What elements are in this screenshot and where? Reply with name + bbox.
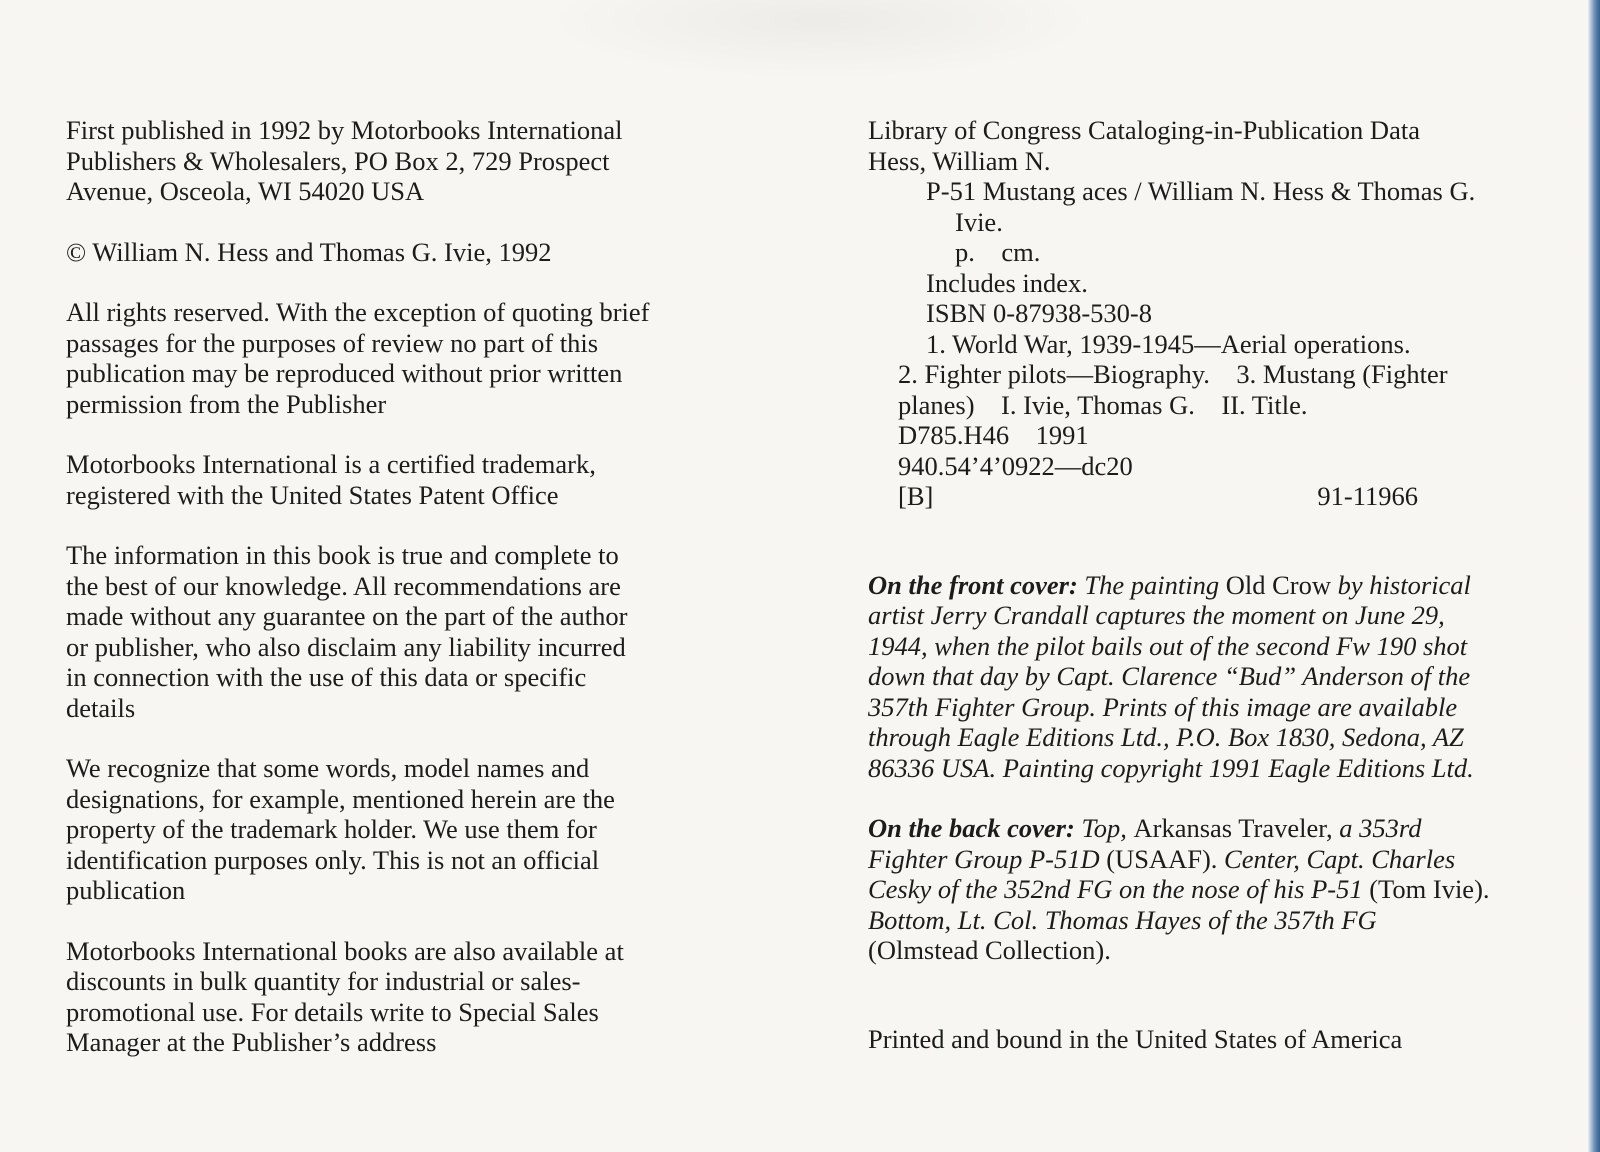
italic-run: 357th Fighter Group. Prints of this image are available: [868, 691, 1458, 722]
bulk-sales: [66, 936, 786, 1058]
disclaimer-line: or publisher, who also disclaim any liability incurred: [66, 631, 626, 662]
cip-code: [B]: [898, 481, 934, 511]
caption-line: [868, 905, 1568, 936]
back-cover-caption: [868, 813, 1568, 966]
rights-line: All rights reserved. With the exception of quoting brief: [66, 297, 650, 327]
back-cover-label: On the back cover:: [868, 813, 1075, 843]
cip-author: Hess, William N.: [868, 145, 1051, 176]
disclaimer-line: the best of our knowledge. All recommendations are: [66, 570, 621, 601]
bulk-sales-line: Motorbooks International books are also available at: [66, 935, 624, 966]
publisher-line: Publishers & Wholesalers, PO Box 2, 729 Prospect: [66, 145, 610, 176]
caption-line: [868, 874, 1568, 905]
caption-line: [868, 600, 1568, 631]
cip-title-continued: Ivie.: [955, 206, 1003, 237]
trademark-notice-line: publication: [66, 875, 186, 905]
cip-includes: Includes index.: [926, 267, 1088, 298]
printed-notice: [868, 1024, 1568, 1055]
printed-line: Printed and bound in the United States of America: [868, 1023, 1403, 1054]
trademark-notice-line: identification purposes only. This is not an official: [66, 844, 600, 875]
italic-run: Fighter Group P-51D: [868, 843, 1107, 874]
italic-run: Top,: [1074, 813, 1134, 843]
trademark-line: Motorbooks International is a certified trademark,: [66, 449, 596, 479]
roman-run: Old Crow: [1225, 569, 1332, 600]
cip-heading: Library of Congress Cataloging-in-Publication Data: [868, 115, 1420, 145]
italic-run: artist Jerry Crandall captures the moment on June 29,: [868, 600, 1445, 630]
publisher-info: [66, 115, 786, 207]
disclaimer-line: The information in this book is true and complete to: [66, 540, 619, 570]
trademark-notice-line: We recognize that some words, model names and: [66, 753, 590, 783]
trademark-notice: [66, 753, 786, 906]
caption-line: [868, 813, 1568, 844]
front-cover-label: On the front cover:: [868, 569, 1078, 600]
bulk-sales-line: discounts in bulk quantity for industrial or sales-: [66, 966, 581, 996]
copyright-notice: [66, 237, 786, 268]
caption-line: [868, 753, 1568, 784]
caption-line: [868, 844, 1568, 875]
italic-run: Center, Capt. Charles: [1217, 843, 1456, 874]
bulk-sales-line: Manager at the Publisher’s address: [66, 1027, 437, 1057]
publisher-line: Avenue, Osceola, WI 54020 USA: [66, 176, 425, 206]
cip-subject-2: 2. Fighter pilots—Biography. 3. Mustang (Fighter: [898, 359, 1448, 389]
publisher-line: First published in 1992 by Motorbooks International: [66, 115, 623, 145]
left-column: [66, 115, 786, 1058]
cip-lccn: 91-11966: [1317, 481, 1418, 511]
caption-line: [868, 570, 1568, 601]
disclaimer: [66, 540, 786, 723]
rights-line: permission from the Publisher: [66, 388, 387, 419]
disclaimer-line: made without any guarantee on the part of the author: [66, 601, 628, 631]
page-edge: [1588, 0, 1600, 1152]
rights-reserved: [66, 297, 786, 419]
italic-run: The painting: [1077, 569, 1226, 600]
disclaimer-line: in connection with the use of this data or specific: [66, 662, 587, 692]
italic-run: a 353rd: [1332, 813, 1422, 843]
italic-run: through Eagle Editions Ltd., P.O. Box 1830, Sedona, AZ: [868, 722, 1464, 752]
roman-run: (USAAF).: [1106, 843, 1218, 874]
right-column: [868, 115, 1568, 1054]
caption-line: [868, 661, 1568, 692]
italic-run: 86336 USA. Painting copyright 1991 Eagle Editions Ltd.: [868, 752, 1474, 783]
caption-line: [868, 722, 1568, 753]
cip-data: [868, 115, 1568, 512]
trademark-registration: [66, 449, 786, 510]
front-cover-caption: [868, 570, 1568, 784]
bleed-through-shadow: [540, 0, 1100, 80]
caption-run: [1078, 570, 1471, 600]
cip-subject-1: 1. World War, 1939-1945—Aerial operations.: [926, 328, 1411, 359]
italic-run: Cesky of the 352nd FG on the nose of his P-51: [868, 874, 1370, 904]
caption-run: [1075, 813, 1422, 843]
bulk-sales-line: promotional use. For details write to Special Sales: [66, 996, 599, 1027]
cip-dewey: 940.54’4’0922—dc20: [898, 450, 1133, 481]
caption-line: [868, 692, 1568, 723]
italic-run: by historical: [1331, 569, 1471, 600]
cip-isbn: ISBN 0-87938-530-8: [926, 298, 1152, 328]
rights-line: passages for the purposes of review no part of this: [66, 327, 599, 358]
rights-line: publication may be reproduced without prior written: [66, 358, 623, 388]
caption-line: [868, 935, 1568, 966]
disclaimer-line: details: [66, 692, 136, 723]
cip-title: P-51 Mustang aces / William N. Hess & Thomas G.: [926, 176, 1476, 206]
cip-pagination: p. cm.: [955, 237, 1041, 267]
roman-run: (Tom Ivie).: [1369, 874, 1490, 904]
cip-code-row: [868, 481, 1568, 512]
copyright-line: © William N. Hess and Thomas G. Ivie, 1992: [66, 236, 552, 267]
italic-run: 1944, when the pilot bails out of the second Fw 190 shot: [868, 630, 1468, 661]
cip-subject-3: planes) I. Ivie, Thomas G. II. Title.: [898, 389, 1308, 420]
roman-run: (Olmstead Collection).: [868, 935, 1111, 965]
trademark-line: registered with the United States Patent Office: [66, 479, 559, 510]
italic-run: Bottom, Lt. Col. Thomas Hayes of the 357th FG: [868, 904, 1377, 935]
trademark-notice-line: designations, for example, mentioned herein are the: [66, 783, 615, 814]
caption-line: [868, 631, 1568, 662]
italic-run: down that day by Capt. Clarence “Bud” Anderson of the: [868, 661, 1471, 691]
roman-run: Arkansas Traveler,: [1133, 813, 1333, 843]
cip-lc-class: D785.H46 1991: [898, 420, 1089, 450]
trademark-notice-line: property of the trademark holder. We use them for: [66, 814, 597, 844]
